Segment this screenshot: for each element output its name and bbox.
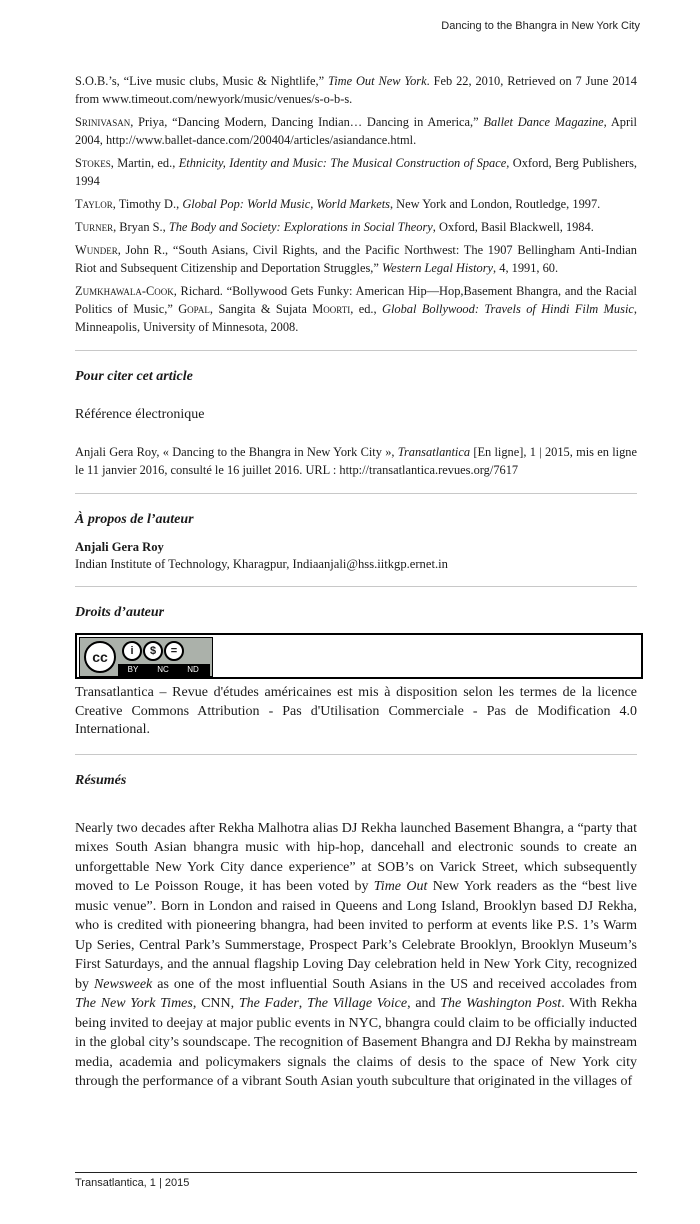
section-title-abstracts: Résumés [75, 772, 127, 788]
reference-item: Stokes, Martin, ed., Ethnicity, Identity and Music: The Musical Construction of Space, Oxford, Berg Publishers, 1994 [75, 156, 638, 188]
author-affiliation: Indian Institute of Technology, Kharagpur, Indiaanjali@hss.iitkgp.ernet.in [75, 557, 448, 571]
cc-license-badge[interactable] [79, 637, 213, 677]
no-derivatives-icon: = [164, 641, 184, 661]
page-content [75, 72, 637, 1092]
license-text: Transatlantica – Revue d'études américaines est mis à disposition selon les termes de la licence Creative Commons Attribution - Pas d'Utilisation Commerciale - Pas de Modification 4.0 International. [75, 685, 637, 737]
reference-item: Zumkhawala-Cook, Richard. “Bollywood Gets Funky: American Hip—Hop,Basement Bhangra, and the Racial Politics of Music,” Gopal, Sangita & Sujata Moorti, ed., Global Bollywood: Travels of Hindi Film Music, Minneapolis, University of Minnesota, 2008. [75, 284, 637, 334]
section-title-cite: Pour citer cet article [75, 369, 193, 384]
cc-label-strip: BY NC ND [118, 664, 210, 676]
section-title-author: À propos de l’auteur [75, 512, 194, 527]
cite-section [75, 369, 637, 479]
creative-commons-icon: cc [84, 641, 116, 673]
reference-item: Srinivasan, Priya, “Dancing Modern, Dancing Indian… Dancing in America,” Ballet Dance Magazine, April 2004, http://www.ballet-dance.com/200404/articles/asiandance.html. [75, 115, 638, 147]
divider [75, 586, 637, 587]
citation-text: Anjali Gera Roy, « Dancing to the Bhangra in New York City », Transatlantica [En ligne], 1 | 2015, mis en ligne le 11 janvier 2016, consulté le 16 juillet 2016. URL : http://transatlantica.revues.org/7617 [75, 445, 637, 477]
divider [75, 350, 637, 351]
rights-section [75, 605, 637, 740]
license-badge-box[interactable] [75, 633, 643, 679]
reference-item: Taylor, Timothy D., Global Pop: World Music, World Markets, New York and London, Routledge, 1997. [75, 197, 601, 211]
bibliography [75, 72, 637, 336]
footer-divider [75, 1172, 637, 1173]
abstracts-section [75, 773, 637, 1092]
running-header: Dancing to the Bhangra in New York City [441, 20, 640, 32]
page-footer: Transatlantica, 1 | 2015 [75, 1177, 190, 1189]
non-commercial-icon: $ [143, 641, 163, 661]
author-section [75, 512, 637, 572]
reference-item: S.O.B.’s, “Live music clubs, Music & Nightlife,” Time Out New York. Feb 22, 2010, Retrieved on 7 June 2014 from www.timeout.com/newyork/music/venues/s-o-b-s. [75, 74, 638, 106]
divider [75, 493, 637, 494]
subheading-electronic-reference: Référence électronique [75, 407, 205, 422]
attribution-icon: i [122, 641, 142, 661]
section-title-rights: Droits d’auteur [75, 605, 165, 620]
reference-item: Turner, Bryan S., The Body and Society: Explorations in Social Theory, Oxford, Basil Blackwell, 1984. [75, 220, 594, 234]
divider [75, 754, 637, 755]
abstract-paragraph: Nearly two decades after Rekha Malhotra alias DJ Rekha launched Basement Bhangra, a “party that mixes South Asian bhangra music with hip-hop, dancehall and electronic sounds to create an unforgettable New York City dance experience” at SOB’s on Varick Street, which subsequently moved to Le Poisson Rouge, it has been voted by Time Out New York readers as the “best live music venue”. Born in London and raised in Queens and Long Island, Brooklyn based DJ Rekha, who is credited with pioneering bhangra, had been invited to perform at events like P.S. 1’s Warm Up Series, Central Park’s Summerstage, Prospect Park’s Celebrate Brooklyn, Brooklyn Museum’s First Saturdays, and the annual flagship Loving Day celebration held in New York City, recognized by Newsweek as one of the most influential South Asians in the US and received accolades from The New York Times, CNN, The Fader, The Village Voice, and The Washington Post. With Rekha being invited to deejay at major public events in NYC, bhangra could claim to be officially inducted in the global city’s soundscape. The recognition of Basement Bhangra and DJ Rekha by mainstream media, academia and policymakers signals the claims of desis to the space of New York city through the performance of a vibrant South Asian youth subculture that originated in the villages of [75, 820, 638, 1089]
reference-item: Wunder, John R., “South Asians, Civil Rights, and the Pacific Northwest: The 1907 Bellingham Anti-Indian Riot and Subsequent Citizenship and Deportation Struggles,” Western Legal History, 4, 1991, 60. [75, 243, 637, 275]
author-name: Anjali Gera Roy [75, 540, 164, 554]
